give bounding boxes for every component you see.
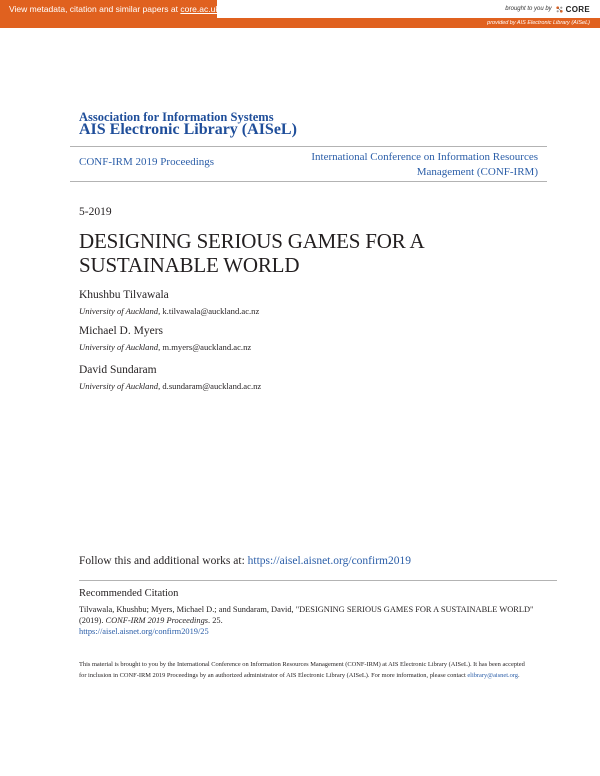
follow-line <box>79 555 411 567</box>
publication-date: 5-2019 <box>79 206 112 218</box>
affiliation-email: , k.tilvawala@auckland.ac.nz <box>158 306 260 316</box>
citation-number: . 25. <box>208 616 223 625</box>
affiliation-institution: University of Auckland <box>79 381 159 391</box>
header-rule-top <box>70 146 547 147</box>
citation-text: Tilvawala, Khushbu; Myers, Michael D.; and Sundaram, David, "DESIGNING SERIOUS GAMES FOR A SUSTAINABLE WORLD" <box>79 605 534 614</box>
author-affiliation <box>79 381 261 391</box>
core-brought-by[interactable] <box>505 2 590 16</box>
affiliation-email: , m.myers@auckland.ac.nz <box>158 342 252 352</box>
core-logo <box>555 5 590 14</box>
paper-title-line-1: DESIGNING SERIOUS GAMES FOR A <box>79 229 425 253</box>
association-name[interactable]: Association for Information Systems <box>79 110 274 124</box>
citation-proceedings: CONF-IRM 2019 Proceedings <box>105 616 209 625</box>
affiliation-institution: University of Auckland <box>79 342 159 352</box>
affiliation-institution: University of Auckland <box>79 306 159 316</box>
core-logo-icon <box>555 5 564 14</box>
citation-year: (2019). <box>79 616 106 625</box>
series-link[interactable]: CONF-IRM 2019 Proceedings <box>79 156 215 168</box>
follow-text: Follow this and additional works at: <box>79 555 248 567</box>
author-affiliation <box>79 306 259 316</box>
core-view-text: View metadata, citation and similar papers at <box>9 4 181 14</box>
citation-link[interactable]: https://aisel.aisnet.org/confirm2019/25 <box>79 627 209 636</box>
author-affiliation <box>79 342 251 352</box>
conference-line-1: International Conference on Information Resources <box>311 151 538 163</box>
affiliation-email: , d.sundaram@auckland.ac.nz <box>158 381 262 391</box>
conference-link[interactable] <box>278 150 538 179</box>
recommended-citation-heading: Recommended Citation <box>79 588 179 599</box>
library-name[interactable]: AIS Electronic Library (AISeL) <box>79 121 297 138</box>
conference-line-2: Management (CONF-IRM) <box>416 165 538 178</box>
core-banner <box>0 0 600 28</box>
author-name: Khushbu Tilvawala <box>79 289 169 301</box>
paper-title <box>79 229 519 277</box>
notice-email-link[interactable]: elibrary@aisnet.org <box>467 671 518 679</box>
header-rule-bottom <box>70 181 547 182</box>
notice-end: . <box>518 671 520 679</box>
author-name: Michael D. Myers <box>79 325 163 337</box>
access-notice <box>79 660 529 681</box>
author-name: David Sundaram <box>79 364 157 376</box>
core-brought-text: brought to you by <box>505 6 552 12</box>
core-brand: CORE <box>565 4 590 14</box>
notice-text: This material is brought to you by the International Conference on Information Resources Management (CONF-IRM) at AIS Electronic Library (AISeL). It has been accepted for inclusion in CONF-IRM 2019 Proceedings by an authorized administrator of AIS Electronic Library (AISeL). For more information, please contact <box>79 661 525 679</box>
follow-link[interactable]: https://aisel.aisnet.org/confirm2019 <box>247 555 411 567</box>
core-view-link[interactable]: core.ac.uk <box>180 4 220 14</box>
core-metadata-link[interactable] <box>0 0 220 18</box>
recommended-citation <box>79 604 534 637</box>
core-provided-by: provided by AIS Electronic Library (AISeL) <box>0 18 600 28</box>
citation-rule <box>79 580 557 581</box>
paper-title-line-2: SUSTAINABLE WORLD <box>79 253 300 277</box>
